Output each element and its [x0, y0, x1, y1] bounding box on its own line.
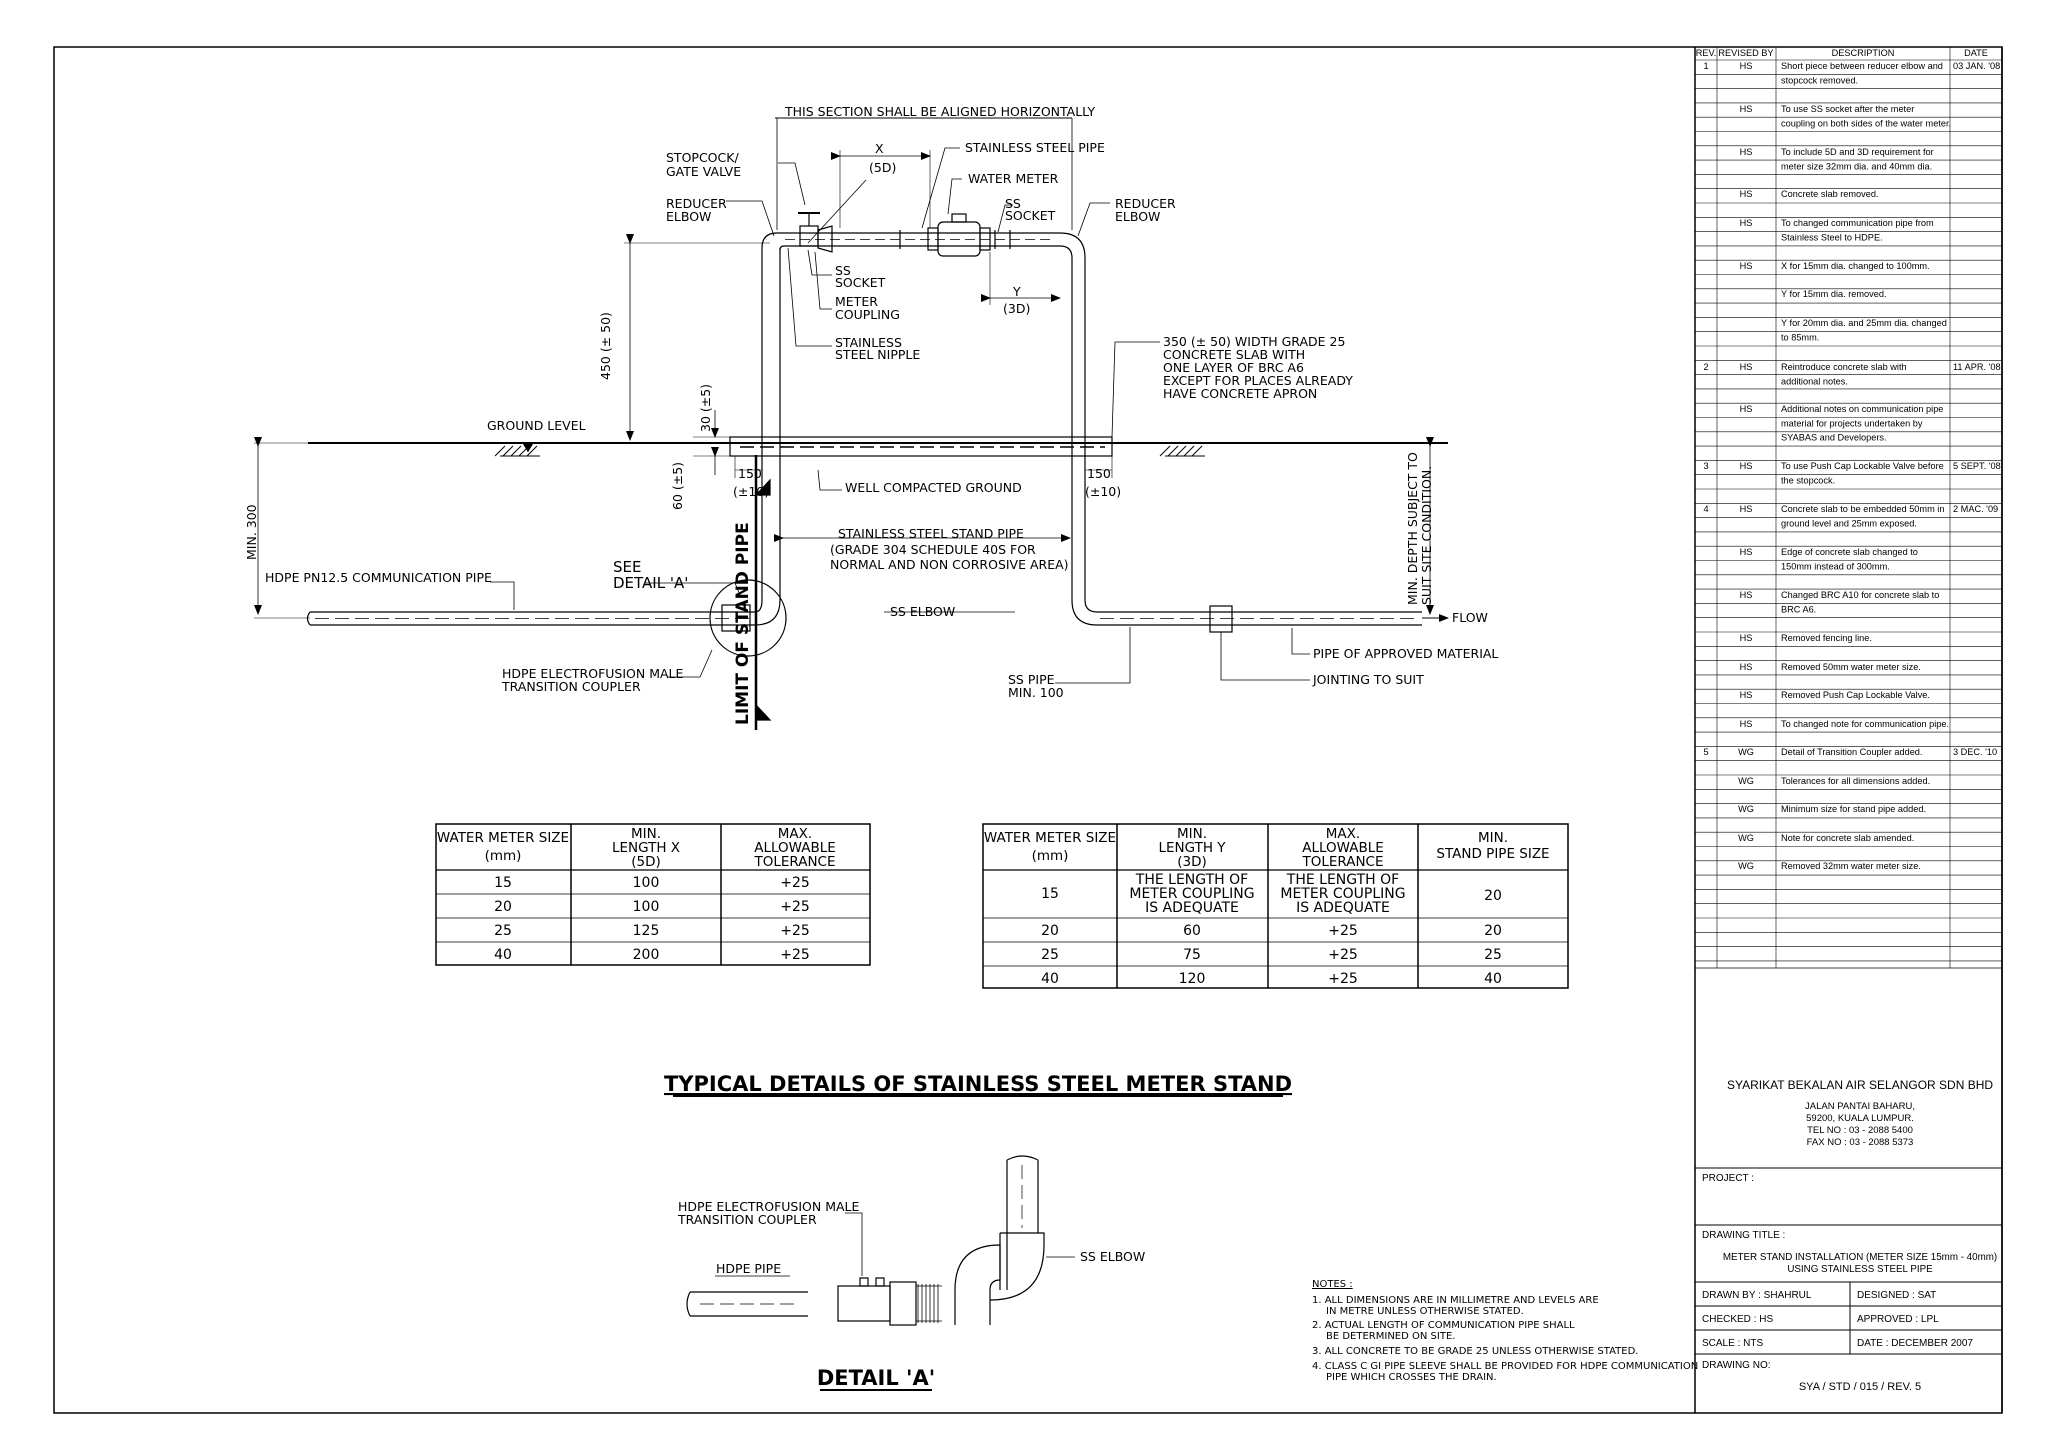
- table-cell: +25: [780, 899, 810, 915]
- svg-text:MAX.: MAX.: [777, 826, 813, 842]
- label-dim-30: 30 (±5): [698, 383, 713, 432]
- drawing-date: DATE : DECEMBER 2007: [1857, 1338, 1973, 1349]
- svg-text:Y for 20mm dia. and 25mm dia.: Y for 20mm dia. and 25mm dia. changed: [1781, 318, 1947, 328]
- revision-row: [1740, 147, 1934, 171]
- svg-text:DESCRIPTION: DESCRIPTION: [1831, 48, 1895, 58]
- svg-text:Minimum size for stand pipe ad: Minimum size for stand pipe added.: [1781, 804, 1927, 814]
- label-well-compacted: WELL COMPACTED GROUND: [845, 480, 1022, 495]
- svg-text:(GRADE 304 SCHEDULE 40S FOR: (GRADE 304 SCHEDULE 40S FOR: [830, 542, 1036, 557]
- svg-text:150mm instead of 300mm.: 150mm instead of 300mm.: [1781, 561, 1890, 572]
- svg-text:Short piece between reducer el: Short piece between reducer elbow and: [1781, 61, 1943, 71]
- svg-text:CONCRETE SLAB WITH: CONCRETE SLAB WITH: [1163, 347, 1306, 362]
- svg-text:X for 15mm dia. changed to 100: X for 15mm dia. changed to 100mm.: [1781, 261, 1930, 271]
- svg-text:1: 1: [1703, 61, 1709, 71]
- svg-text:Edge of concrete slab changed: Edge of concrete slab changed to: [1781, 547, 1918, 557]
- svg-text:(5D): (5D): [631, 854, 661, 870]
- label-water-meter: WATER METER: [968, 171, 1059, 186]
- title-block: [1695, 47, 2002, 1413]
- svg-text:HS: HS: [1739, 547, 1753, 557]
- svg-text:2: 2: [1703, 362, 1709, 372]
- table-cell: +25: [1328, 923, 1358, 939]
- drawing-title-label: DRAWING TITLE :: [1702, 1230, 1786, 1241]
- svg-text:Y for 15mm dia. removed.: Y for 15mm dia. removed.: [1781, 289, 1887, 299]
- label-see-detail: SEE: [613, 558, 642, 576]
- project-label: PROJECT :: [1702, 1173, 1755, 1184]
- revision-row: [1740, 189, 1879, 199]
- drawing-no-label: DRAWING NO:: [1702, 1360, 1771, 1371]
- table-cell: 40: [1041, 971, 1059, 987]
- svg-text:material for projects undertak: material for projects undertaken by: [1781, 418, 1923, 429]
- svg-text:3. ALL CONCRETE TO BE GRADE 2: 3. ALL CONCRETE TO BE GRADE 25 UNLESS OTHERWISE STATED.: [1312, 1346, 1639, 1357]
- revision-row: [1740, 662, 1921, 672]
- label-dim-150-left: 150: [738, 466, 762, 481]
- revision-row: [1781, 289, 1887, 299]
- table-cell: +25: [780, 875, 810, 891]
- svg-text:HS: HS: [1739, 690, 1753, 700]
- table-length-y: [983, 824, 1568, 988]
- svg-text:METER COUPLING: METER COUPLING: [1129, 886, 1255, 902]
- table-cell: 15: [1041, 886, 1059, 902]
- svg-text:HS: HS: [1739, 218, 1753, 228]
- table-length-x: [436, 824, 870, 965]
- svg-text:STAND PIPE SIZE: STAND PIPE SIZE: [1436, 846, 1550, 862]
- svg-text:HS: HS: [1739, 461, 1753, 471]
- designed-by: DESIGNED : SAT: [1857, 1290, 1937, 1301]
- svg-text:To use SS socket after the met: To use SS socket after the meter: [1781, 104, 1915, 114]
- svg-text:Concrete slab removed.: Concrete slab removed.: [1781, 189, 1879, 199]
- svg-text:ground level and 25mm exposed.: ground level and 25mm exposed.: [1781, 518, 1917, 529]
- svg-text:(±10): (±10): [733, 484, 770, 499]
- svg-text:TOLERANCE: TOLERANCE: [754, 854, 836, 870]
- revision-row: [1740, 404, 1944, 443]
- svg-text:3 DEC. '10: 3 DEC. '10: [1953, 747, 1998, 757]
- label-stand-pipe-1: STAINLESS STEEL STAND PIPE: [838, 526, 1024, 541]
- svg-text:2. ACTUAL LENGTH OF COMMUNICA: 2. ACTUAL LENGTH OF COMMUNICATION PIPE SHALL: [1312, 1320, 1575, 1331]
- table-cell: 125: [632, 923, 660, 939]
- svg-text:HAVE CONCRETE APRON: HAVE CONCRETE APRON: [1163, 386, 1318, 401]
- svg-text:IN METRE UNLESS OTHERWISE STAT: IN METRE UNLESS OTHERWISE STATED.: [1326, 1306, 1524, 1317]
- detail-title: DETAIL 'A': [816, 1366, 936, 1390]
- svg-text:COUPLING: COUPLING: [835, 307, 900, 322]
- svg-text:HS: HS: [1739, 104, 1753, 114]
- label-ground-level: GROUND LEVEL: [487, 418, 586, 433]
- label-dim-150-right: 150: [1087, 466, 1111, 481]
- svg-text:USING STAINLESS STEEL PIPE: USING STAINLESS STEEL PIPE: [1787, 1264, 1933, 1275]
- scale: SCALE : NTS: [1702, 1338, 1764, 1349]
- svg-text:5: 5: [1703, 747, 1709, 757]
- detail-a-labels: [677, 1199, 1145, 1276]
- label-nipple: STAINLESS: [835, 335, 902, 350]
- svg-text:HS: HS: [1739, 61, 1753, 71]
- table-cell: 20: [1484, 923, 1502, 939]
- detail-a-drawing: [687, 1156, 1075, 1325]
- svg-text:Concrete slab to be embedded 5: Concrete slab to be embedded 50mm in: [1781, 504, 1945, 514]
- label-flow: FLOW: [1452, 610, 1488, 625]
- svg-text:Removed fencing line.: Removed fencing line.: [1781, 633, 1872, 643]
- svg-text:HS: HS: [1739, 662, 1753, 672]
- svg-text:Changed BRC A10 for concrete s: Changed BRC A10 for concrete slab to: [1781, 590, 1940, 600]
- label-stopcock: STOPCOCK/: [666, 150, 739, 165]
- company-name: SYARIKAT BEKALAN AIR SELANGOR SDN BHD: [1726, 1078, 1994, 1092]
- revision-row: [1740, 633, 1872, 643]
- svg-text:Removed Push Cap Lockable Valv: Removed Push Cap Lockable Valve.: [1781, 690, 1930, 700]
- label-x-dimension: X: [875, 141, 884, 156]
- svg-text:SUIT SITE CONDITION.: SUIT SITE CONDITION.: [1419, 465, 1434, 605]
- svg-text:Removed 32mm water meter size.: Removed 32mm water meter size.: [1781, 861, 1921, 871]
- revision-row: [1703, 504, 1998, 528]
- svg-text:HS: HS: [1739, 504, 1753, 514]
- svg-text:SOCKET: SOCKET: [1005, 208, 1056, 223]
- svg-text:HDPE ELECTROFUSION MALE: HDPE ELECTROFUSION MALE: [678, 1199, 860, 1214]
- svg-text:SS ELBOW: SS ELBOW: [1080, 1249, 1146, 1264]
- table-cell: 100: [632, 899, 660, 915]
- svg-text:WG: WG: [1738, 776, 1754, 786]
- svg-text:WATER METER SIZE: WATER METER SIZE: [436, 830, 570, 846]
- table-cell: 60: [1183, 923, 1201, 939]
- svg-text:IS ADEQUATE: IS ADEQUATE: [1296, 900, 1390, 916]
- svg-text:additional notes.: additional notes.: [1781, 376, 1848, 387]
- label-reducer-right: REDUCER: [1115, 196, 1176, 211]
- revision-table: [1696, 48, 2001, 871]
- revision-row: [1740, 261, 1930, 271]
- checked-by: CHECKED : HS: [1702, 1314, 1774, 1325]
- label-stainless-pipe: STAINLESS STEEL PIPE: [965, 140, 1105, 155]
- label-section-note: THIS SECTION SHALL BE ALIGNED HORIZONTALLY: [785, 104, 1096, 119]
- label-jointing: JOINTING TO SUIT: [1313, 672, 1424, 687]
- svg-text:Detail of Transition Coupler a: Detail of Transition Coupler added.: [1781, 747, 1923, 757]
- label-hdpe-comm-pipe: HDPE PN12.5 COMMUNICATION PIPE: [265, 570, 492, 585]
- svg-text:(mm): (mm): [1031, 848, 1069, 864]
- svg-text:5 SEPT. '08: 5 SEPT. '08: [1953, 461, 2001, 471]
- svg-text:1. ALL DIMENSIONS ARE IN MILL: 1. ALL DIMENSIONS ARE IN MILLIMETRE AND LEVELS ARE: [1312, 1295, 1599, 1306]
- label-meter-coupling: METER: [835, 294, 878, 309]
- svg-text:To changed communication pipe: To changed communication pipe from: [1781, 218, 1934, 228]
- label-min-depth-1: MIN. DEPTH SUBJECT TO: [1405, 452, 1420, 605]
- table-cell: +25: [780, 947, 810, 963]
- svg-text:WATER METER SIZE: WATER METER SIZE: [983, 830, 1117, 846]
- table-cell: 20: [1484, 888, 1502, 904]
- revision-row: [1703, 362, 2000, 386]
- revision-row: [1738, 804, 1926, 814]
- svg-text:BE DETERMINED ON SITE.: BE DETERMINED ON SITE.: [1326, 1331, 1456, 1342]
- table-cell: 40: [1484, 971, 1502, 987]
- svg-text:BRC A6.: BRC A6.: [1781, 604, 1817, 615]
- svg-text:ONE LAYER OF BRC A6: ONE LAYER OF BRC A6: [1163, 360, 1304, 375]
- svg-text:(5D): (5D): [869, 160, 897, 175]
- svg-text:To changed note for communicat: To changed note for communication pipe.: [1781, 719, 1950, 729]
- table-cell: +25: [780, 923, 810, 939]
- svg-text:DATE: DATE: [1964, 48, 1988, 58]
- label-y-dimension: Y: [1013, 284, 1021, 299]
- label-ss-pipe-min: SS PIPE: [1008, 672, 1055, 687]
- svg-text:03 JAN. '08: 03 JAN. '08: [1953, 61, 2001, 71]
- svg-text:JALAN PANTAI BAHARU,: JALAN PANTAI BAHARU,: [1805, 1101, 1915, 1112]
- revision-row: [1738, 776, 1930, 786]
- revision-row: [1738, 833, 1914, 843]
- revision-row: [1703, 747, 1997, 757]
- drawn-by: DRAWN BY : SHAHRUL: [1702, 1290, 1812, 1301]
- svg-text:GATE VALVE: GATE VALVE: [666, 164, 742, 179]
- svg-text:4. CLASS C GI PIPE SLEEVE SHA: 4. CLASS C GI PIPE SLEEVE SHALL BE PROVIDED FOR HDPE COMMUNICATION: [1312, 1361, 1699, 1372]
- table-cell: 120: [1178, 971, 1206, 987]
- label-dim-450: 450 (± 50): [598, 312, 613, 380]
- svg-text:FAX NO : 03 - 2088 5373: FAX NO : 03 - 2088 5373: [1806, 1137, 1914, 1148]
- svg-text:METER COUPLING: METER COUPLING: [1280, 886, 1406, 902]
- table-cell: 15: [494, 875, 512, 891]
- svg-text:IS ADEQUATE: IS ADEQUATE: [1145, 900, 1239, 916]
- revision-row: [1781, 318, 1947, 342]
- svg-text:ELBOW: ELBOW: [666, 209, 712, 224]
- svg-text:4: 4: [1703, 504, 1709, 514]
- svg-text:Stainless Steel to HDPE.: Stainless Steel to HDPE.: [1781, 232, 1883, 243]
- table-cell: THE LENGTH OF: [1135, 872, 1249, 888]
- revision-row: [1703, 461, 2000, 485]
- elevation-labels: [244, 104, 1498, 725]
- svg-text:TRANSITION COUPLER: TRANSITION COUPLER: [678, 1212, 817, 1227]
- revision-row: [1740, 690, 1930, 700]
- svg-text:MIN.: MIN.: [630, 826, 662, 842]
- svg-text:(3D): (3D): [1177, 854, 1207, 870]
- svg-text:(±10): (±10): [1085, 484, 1122, 499]
- svg-text:Tolerances for all dimensions: Tolerances for all dimensions added.: [1781, 776, 1931, 786]
- svg-text:STEEL NIPPLE: STEEL NIPPLE: [835, 347, 921, 362]
- table-cell: 40: [494, 947, 512, 963]
- svg-text:coupling on both sides of the: coupling on both sides of the water meter.: [1781, 118, 1952, 129]
- svg-text:WG: WG: [1738, 747, 1754, 757]
- svg-text:HS: HS: [1739, 189, 1753, 199]
- revision-row: [1703, 61, 2000, 85]
- company-info: [1727, 1078, 1993, 1148]
- revision-row: [1740, 547, 1918, 571]
- svg-text:Note for concrete slab amended: Note for concrete slab amended.: [1781, 833, 1915, 843]
- main-title: TYPICAL DETAILS OF STAINLESS STEEL METER STAND: [663, 1072, 1293, 1096]
- approved-by: APPROVED : LPL: [1857, 1314, 1939, 1325]
- svg-text:WG: WG: [1738, 833, 1754, 843]
- revision-row: [1740, 719, 1949, 729]
- svg-text:2 MAC. '09: 2 MAC. '09: [1953, 504, 1999, 514]
- svg-text:LENGTH X: LENGTH X: [611, 840, 681, 856]
- svg-text:HS: HS: [1739, 147, 1753, 157]
- svg-text:TEL NO : 03 - 2088 5400: TEL NO : 03 - 2088 5400: [1807, 1125, 1913, 1136]
- svg-text:WG: WG: [1738, 804, 1754, 814]
- svg-text:(mm): (mm): [484, 848, 522, 864]
- svg-text:REV.: REV.: [1695, 48, 1717, 58]
- svg-text:HS: HS: [1739, 404, 1753, 414]
- svg-text:MIN.: MIN.: [1477, 830, 1509, 846]
- notes: [1312, 1279, 1698, 1383]
- svg-text:stopcock removed.: stopcock removed.: [1781, 75, 1859, 86]
- label-min-300: MIN. 300: [244, 504, 259, 560]
- drawing-title: METER STAND INSTALLATION (METER SIZE 15mm - 40mm): [1722, 1252, 1998, 1263]
- svg-text:MIN.: MIN.: [1176, 826, 1208, 842]
- revision-row: [1738, 861, 1921, 871]
- svg-text:ELBOW: ELBOW: [1115, 209, 1161, 224]
- svg-text:DETAIL 'A': DETAIL 'A': [613, 574, 689, 592]
- svg-text:11 APR. '08: 11 APR. '08: [1953, 362, 2001, 372]
- svg-text:3: 3: [1703, 461, 1709, 471]
- label-coupler: HDPE ELECTROFUSION MALE: [502, 666, 684, 681]
- label-ss-socket-top: SS: [1005, 196, 1021, 211]
- revision-row: [1740, 104, 1951, 128]
- drawing-frame: [54, 47, 2002, 1413]
- svg-text:EXCEPT FOR PLACES ALREADY: EXCEPT FOR PLACES ALREADY: [1163, 373, 1353, 388]
- svg-text:To include 5D and 3D requireme: To include 5D and 3D requirement for: [1781, 147, 1934, 157]
- table-cell: +25: [1328, 971, 1358, 987]
- table-cell: 25: [494, 923, 512, 939]
- label-limit-stand-pipe: LIMIT OF STAND PIPE: [733, 522, 753, 725]
- svg-text:REVISED BY: REVISED BY: [1718, 48, 1774, 58]
- svg-text:meter size 32mm dia. and 40mm: meter size 32mm dia. and 40mm dia.: [1781, 161, 1933, 172]
- svg-text:HDPE PIPE: HDPE PIPE: [716, 1261, 782, 1276]
- label-reducer-left: REDUCER: [666, 196, 727, 211]
- svg-text:to 85mm.: to 85mm.: [1781, 332, 1820, 343]
- svg-text:HS: HS: [1739, 362, 1753, 372]
- svg-text:Additional notes on communicat: Additional notes on communication pipe: [1781, 404, 1944, 414]
- drawing-number: SYA / STD / 015 / REV. 5: [1798, 1381, 1922, 1393]
- svg-text:HS: HS: [1739, 633, 1753, 643]
- revision-row: [1740, 218, 1934, 242]
- label-ss-elbow: SS ELBOW: [890, 604, 956, 619]
- table-cell: 75: [1183, 947, 1201, 963]
- svg-text:the stopcock.: the stopcock.: [1781, 475, 1836, 486]
- table-cell: 25: [1041, 947, 1059, 963]
- label-dim-60: 60 (±5): [670, 461, 685, 510]
- svg-text:TRANSITION COUPLER: TRANSITION COUPLER: [502, 679, 641, 694]
- label-approved-pipe: PIPE OF APPROVED MATERIAL: [1313, 646, 1499, 661]
- svg-text:HS: HS: [1739, 261, 1753, 271]
- svg-text:SOCKET: SOCKET: [835, 275, 886, 290]
- svg-text:NORMAL AND NON CORROSIVE AREA): NORMAL AND NON CORROSIVE AREA): [830, 557, 1069, 572]
- svg-text:HS: HS: [1739, 590, 1753, 600]
- svg-text:LENGTH Y: LENGTH Y: [1158, 840, 1226, 856]
- table-cell: 20: [1041, 923, 1059, 939]
- table-cell: 20: [494, 899, 512, 915]
- svg-text:TOLERANCE: TOLERANCE: [1302, 854, 1384, 870]
- table-cell: THE LENGTH OF: [1286, 872, 1400, 888]
- label-ss-socket: SS: [835, 263, 851, 278]
- svg-text:(3D): (3D): [1003, 301, 1031, 316]
- svg-text:MIN. 100: MIN. 100: [1008, 685, 1064, 700]
- table-cell: 200: [632, 947, 660, 963]
- meter-stand-elevation: [254, 118, 1448, 730]
- svg-text:Removed 50mm water meter size.: Removed 50mm water meter size.: [1781, 662, 1921, 672]
- svg-text:59200, KUALA LUMPUR.: 59200, KUALA LUMPUR.: [1806, 1113, 1914, 1124]
- table-cell: 25: [1484, 947, 1502, 963]
- table-cell: 100: [632, 875, 660, 891]
- svg-text:SYABAS and Developers.: SYABAS and Developers.: [1781, 432, 1887, 443]
- table-cell: +25: [1328, 947, 1358, 963]
- svg-text:Reintroduce concrete slab with: Reintroduce concrete slab with: [1781, 362, 1907, 372]
- revision-row: [1740, 590, 1940, 614]
- svg-text:PIPE WHICH CROSSES THE DRAIN.: PIPE WHICH CROSSES THE DRAIN.: [1326, 1372, 1497, 1383]
- label-slab-1: 350 (± 50) WIDTH GRADE 25: [1163, 334, 1346, 349]
- svg-text:WG: WG: [1738, 861, 1754, 871]
- svg-text:MAX.: MAX.: [1325, 826, 1361, 842]
- svg-text:To use Push Cap Lockable Valve: To use Push Cap Lockable Valve before: [1781, 461, 1944, 471]
- svg-text:HS: HS: [1739, 719, 1753, 729]
- svg-text:ALLOWABLE: ALLOWABLE: [1302, 840, 1384, 856]
- svg-text:NOTES :: NOTES :: [1312, 1279, 1353, 1290]
- svg-text:ALLOWABLE: ALLOWABLE: [754, 840, 836, 856]
